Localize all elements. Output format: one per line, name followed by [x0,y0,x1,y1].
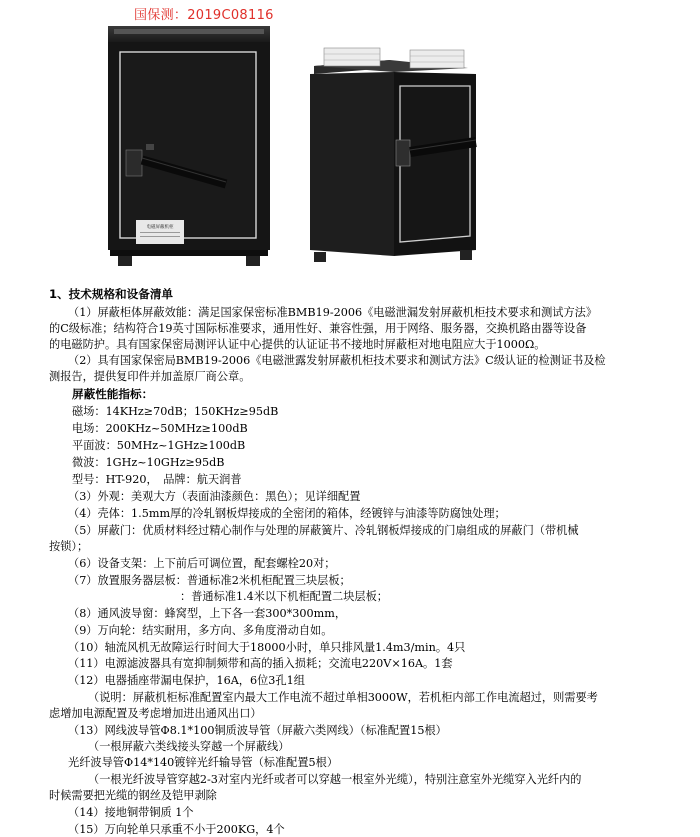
list-item: （15）万向轮单只承重不小于200KG，4个 [68,823,285,836]
list-item: （12）电器插座带漏电保护，16A，6位3孔1组 [68,674,305,687]
list-item: （8）通风波导窗：蜂窝型，上下各一套300*300mm， [68,607,347,620]
paragraph-line: （1）屏蔽柜体屏蔽效能：满足国家保密标准BMB19-2006《电磁泄漏发射屏蔽机柜技术要求和测试方法》 [68,306,598,319]
cabinet-nameplate: 电磁屏蔽机柜 [146,225,174,230]
list-item: 虑增加电源配置及考虑增加进出通风出口） [49,707,262,720]
list-item: （说明：屏蔽机柜标准配置室内最大工作电流不超过单相3000W，若机柜内部工作电流超过，则需要考 [88,691,598,704]
paragraph-line: （2）具有国家保密局BMB19-2006《电磁泄露发射屏蔽机柜技术要求和测试方法》C级认证的检测证书及检 [68,354,606,367]
perf-microwave: 微波：1GHz~10GHz≥95dB [72,456,225,469]
list-item: （3）外观：美观大方（表面油漆颜色：黑色）；见详细配置 [68,490,361,503]
perf-electric: 电场：200KHz~50MHz≥100dB [72,422,248,435]
list-item: （4）壳体：1.5mm厚的冷轧钢板焊接成的全密闭的箱体，经镀锌与油漆等防腐蚀处理； [68,507,506,520]
list-item: （一根光纤波导管穿越2-3对室内光纤或者可以穿越一根室外光缆），特别注意室外光缆穿入光纤内的 [88,773,582,786]
paragraph-line: 的电磁防护。具有国家保密局测评认证中心提供的认证证书不接地时屏蔽柜对地电阻应大于1000Ω。 [49,338,546,351]
perf-plane-wave: 平面波：50MHz~1GHz≥100dB [72,439,246,452]
paragraph-line: 的C级标准；结构符合19英寸国际标准要求，通用性好、兼容性强，用于网络、服务器，交换机路由器等设备 [49,322,587,335]
cabinet-front-photo [96,24,282,276]
list-item: （一根屏蔽六类线接头穿越一个屏蔽线） [88,740,290,753]
cabinet-angled-photo [300,24,508,276]
performance-title: 屏蔽性能指标： [72,387,154,401]
certificate-number: 国保测：2019C08116 [134,8,274,23]
list-item: （9）万向轮：结实耐用，多方向、多角度滑动自如。 [68,624,333,637]
list-item: （6）设备支架：上下前后可调位置，配套螺栓20对； [68,557,336,570]
list-item: （13）网线波导管Φ8.1*100铜质波导管（屏蔽六类网线）（标准配置15根） [68,724,447,737]
section-title: 1、技术规格和设备清单 [49,287,174,301]
list-item: （5）屏蔽门：优质材料经过精心制作与处理的屏蔽簧片、冷轧钢板焊接成的门扇组成的屏蔽门（带机械 [68,524,579,537]
list-item: 时候需要把光缆的钢丝及铠甲剥除 [49,789,217,802]
paragraph-line: 测报告，提供复印件并加盖原厂商公章。 [49,370,251,383]
model-brand: 型号：HT-920， 品牌：航天润普 [72,473,242,486]
list-item: （7）放置服务器层板：普通标准2米机柜配置三块层板； [68,574,351,587]
list-item: ：普通标准1.4米以下机柜配置二块层板； [180,590,388,603]
list-item: （11）电源滤波器具有宽抑制频带和高的插入损耗；交流电220V×16A。1套 [68,657,453,670]
list-item: （10）轴流风机无故障运行时间大于18000小时，单只排风量1.4m3/min。4只 [68,641,466,654]
list-item: 光纤波导管Φ14*140镀锌光纤输导管（标准配置5根） [68,756,339,769]
list-item: 按锁）； [49,540,89,553]
perf-magnetic: 磁场：14KHz≥70dB；150KHz≥95dB [72,405,279,418]
list-item: （14）接地铜带铜质 1个 [68,806,194,819]
